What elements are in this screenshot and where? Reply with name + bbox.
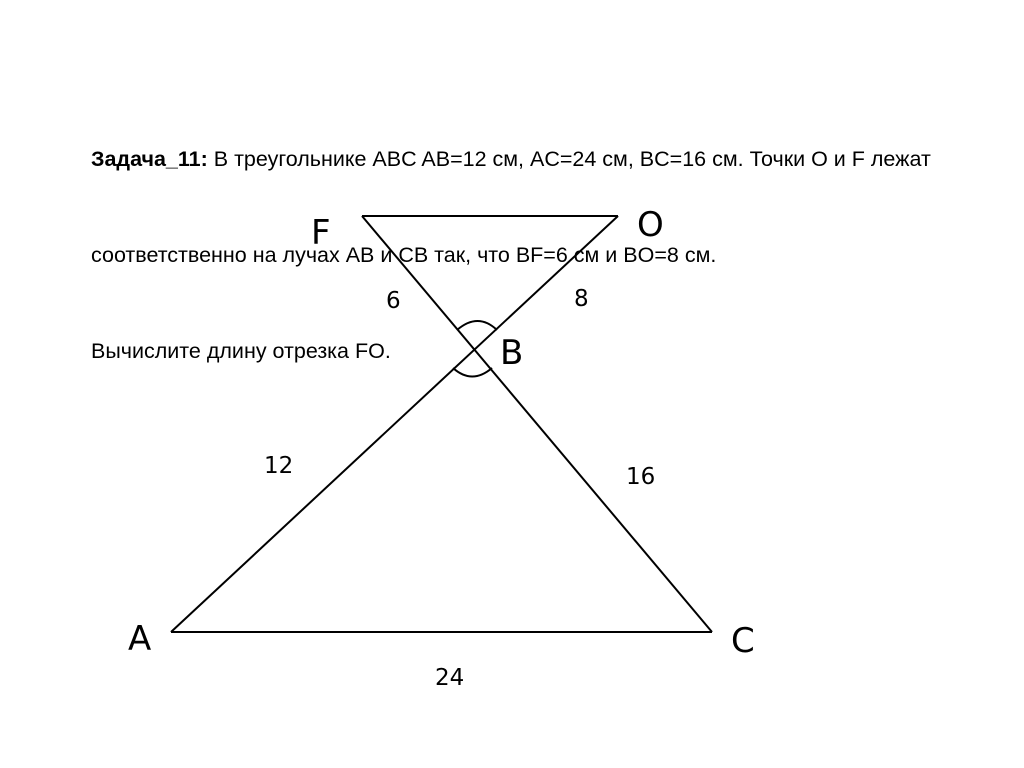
problem-line-2: соответственно на лучах AB и CB так, что BF=6 см и BO=8 см. <box>91 243 717 267</box>
point-label-f: F <box>311 213 331 253</box>
point-label-o: O <box>637 205 664 245</box>
problem-text-1: В треугольнике ABC AB=12 см, AC=24 см, BC=16 см. Точки O и F лежат <box>207 147 931 171</box>
point-label-a: A <box>128 619 152 659</box>
problem-title: Задача_11: <box>91 147 208 171</box>
point-label-c: C <box>731 621 755 661</box>
segment-oa <box>171 216 618 632</box>
length-label-bf: 6 <box>386 288 401 314</box>
segment-fc <box>362 216 712 632</box>
length-label-bc: 16 <box>626 464 656 490</box>
point-label-b: B <box>500 333 524 373</box>
length-label-ab: 12 <box>264 453 294 479</box>
length-label-bo: 8 <box>574 286 589 312</box>
length-label-ac: 24 <box>435 665 465 691</box>
angle-arc-top <box>457 321 497 330</box>
problem-line-3: Вычислите длину отрезка FO. <box>91 339 391 363</box>
angle-arc-bottom <box>453 368 492 377</box>
